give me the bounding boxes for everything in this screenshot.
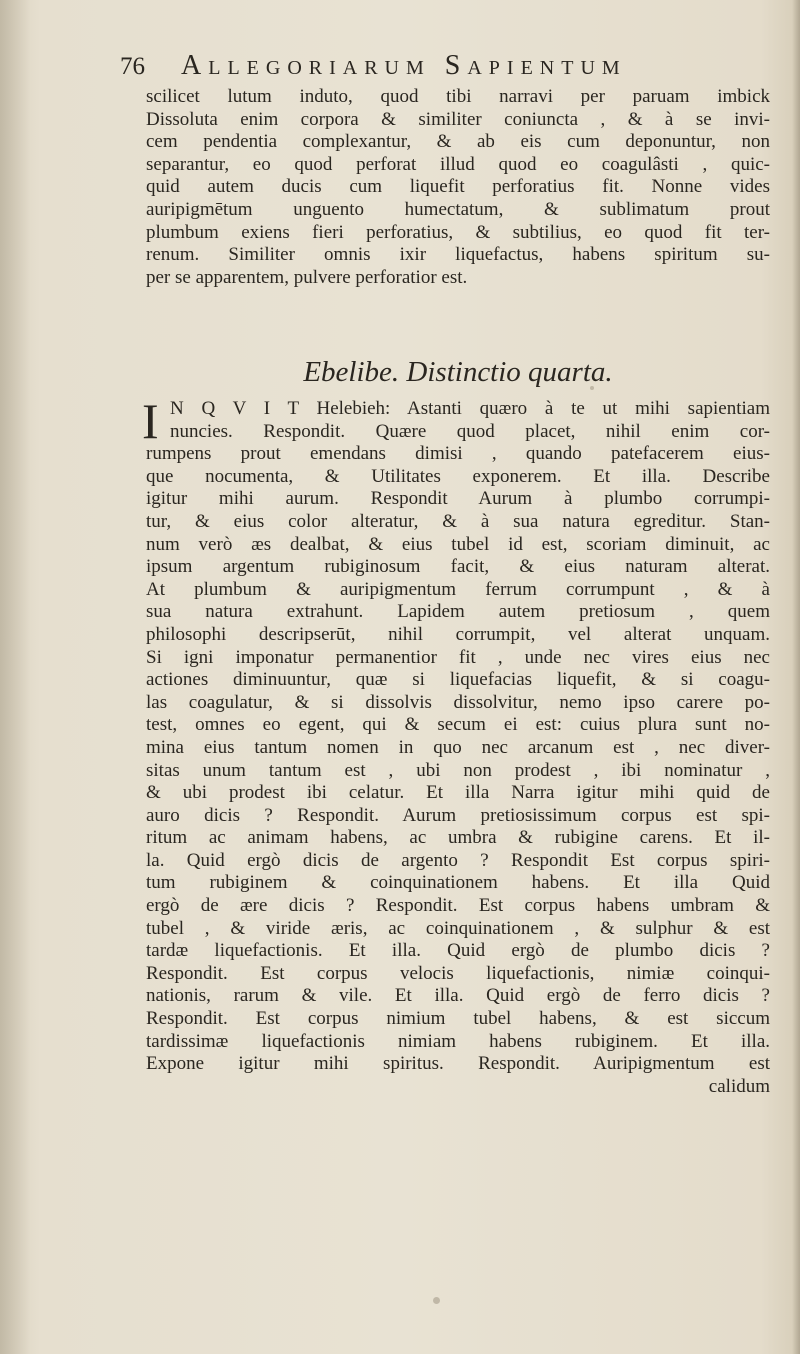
text-line: Expone igitur mihi spiritus. Respondit. Auripigmentum est <box>146 1053 770 1075</box>
text-line: Si igni imponatur permanentior fit , unde nec vires eius nec <box>146 646 770 668</box>
text-line: test, omnes eo egent, qui & secum ei est: cuius plura sunt no- <box>146 714 770 736</box>
text-line: la. Quid ergò dicis de argento ? Respondit Est corpus spiri- <box>146 849 770 871</box>
running-title: Allegoriarum Sapientum <box>181 50 627 81</box>
text-line: philosophi descripserūt, nihil corrumpit, vel alterat unquam. <box>146 623 770 645</box>
text-line: auripigmētum unguento humectatum, & sublimatum prout <box>146 198 770 220</box>
text-line: N Q V I T Helebieh: Astanti quæro à te ut mihi sapientiam <box>170 398 770 419</box>
text-line: nuncies. Respondit. Quære quod placet, nihil enim cor- <box>170 420 770 442</box>
text-line: rumpens prout emendans dimisi , quando patefacerem eius- <box>146 443 770 465</box>
text-line: quid autem ducis cum liquefit perforatius fit. Nonne vides <box>146 176 770 198</box>
text-line: num verò æs dealbat, & eius tubel id est, scoriam diminuit, ac <box>146 533 770 555</box>
text-line: Respondit. Est corpus velocis liquefactionis, nimiæ coinqui- <box>146 962 770 984</box>
text-line: scilicet lutum induto, quod tibi narravi per paruam imbick <box>146 86 770 107</box>
text-line: nationis, rarum & vile. Et illa. Quid ergò de ferro dicis ? <box>146 985 770 1007</box>
text-line: las coagulatur, & si dissolvis dissolvitur, nemo ipso carere po- <box>146 691 770 713</box>
text-line: renum. Similiter omnis ixir liquefactus, habens spiritum su- <box>146 244 770 266</box>
page-edge-shadow <box>792 0 800 1354</box>
text-line: tardissimæ liquefactionis nimiam habens rubiginem. Et illa. <box>146 1030 770 1052</box>
paragraph-2 <box>146 398 770 1098</box>
page-number: 76 <box>120 53 145 80</box>
running-head <box>120 50 800 90</box>
paragraph-1 <box>146 86 770 289</box>
text-line: tum rubiginem & coinquinationem habens. Et illa Quid <box>146 872 770 894</box>
text-line: sua natura extrahunt. Lapidem autem pretiosum , quem <box>146 601 770 623</box>
text-line: plumbum exiens fieri perforatius, & subtilius, eo quod fit ter- <box>146 221 770 243</box>
text-line: At plumbum & auripigmentum ferrum corrumpunt , & à <box>146 578 770 600</box>
section-heading: Ebelibe. Distinctio quarta. <box>303 356 613 388</box>
text-line: que nocumenta, & Utilitates exponerem. Et illa. Describe <box>146 465 770 487</box>
text-line: separantur, eo quod perforat illud quod eo coagulâsti , quic- <box>146 153 770 175</box>
text-line: igitur mihi aurum. Respondit Aurum à plumbo corrumpi- <box>146 488 770 510</box>
text-line: tur, & eius color alteratur, & à sua natura egreditur. Stan- <box>146 510 770 532</box>
text-line: Respondit. Est corpus nimium tubel habens, & est siccum <box>146 1008 770 1030</box>
text-line: tardæ liquefactionis. Et illa. Quid ergò de plumbo dicis ? <box>146 940 770 962</box>
ink-speck <box>590 386 594 390</box>
text-line: & ubi prodest ibi celatur. Et illa Narra igitur mihi quid de <box>146 782 770 804</box>
text-line: ergò de ære dicis ? Respondit. Est corpus habens umbram & <box>146 895 770 917</box>
text-line: tubel , & viride æris, ac coinquinationem , & sulphur & est <box>146 917 770 939</box>
text-line: sitas unum tantum est , ubi non prodest , ibi nominatur , <box>146 759 770 781</box>
text-line: ipsum argentum rubiginosum facit, & eius naturam alterat. <box>146 556 770 578</box>
gutter-shadow <box>0 0 30 1354</box>
text-line: cem pendentia complexantur, & ab eis cum deponuntur, non <box>146 131 770 153</box>
dropcap-initial: I <box>142 393 159 449</box>
text-line: per se apparentem, pulvere perforatior est. <box>146 266 468 288</box>
ink-speck <box>433 1297 440 1304</box>
text-line: auro dicis ? Respondit. Aurum pretiosissimum corpus est spi- <box>146 804 770 826</box>
text-line: mina eius tantum nomen in quo nec arcanum est , nec diver- <box>146 736 770 758</box>
text-line: ritum ac animam habens, ac umbra & rubigine carens. Et il- <box>146 827 770 849</box>
text-line: Dissoluta enim corpora & similiter coniuncta , & à se invi- <box>146 108 770 130</box>
text-line: actiones diminuuntur, quæ si liquefacias liquefit, & si coagu- <box>146 669 770 691</box>
catchword: calidum <box>708 1075 770 1097</box>
